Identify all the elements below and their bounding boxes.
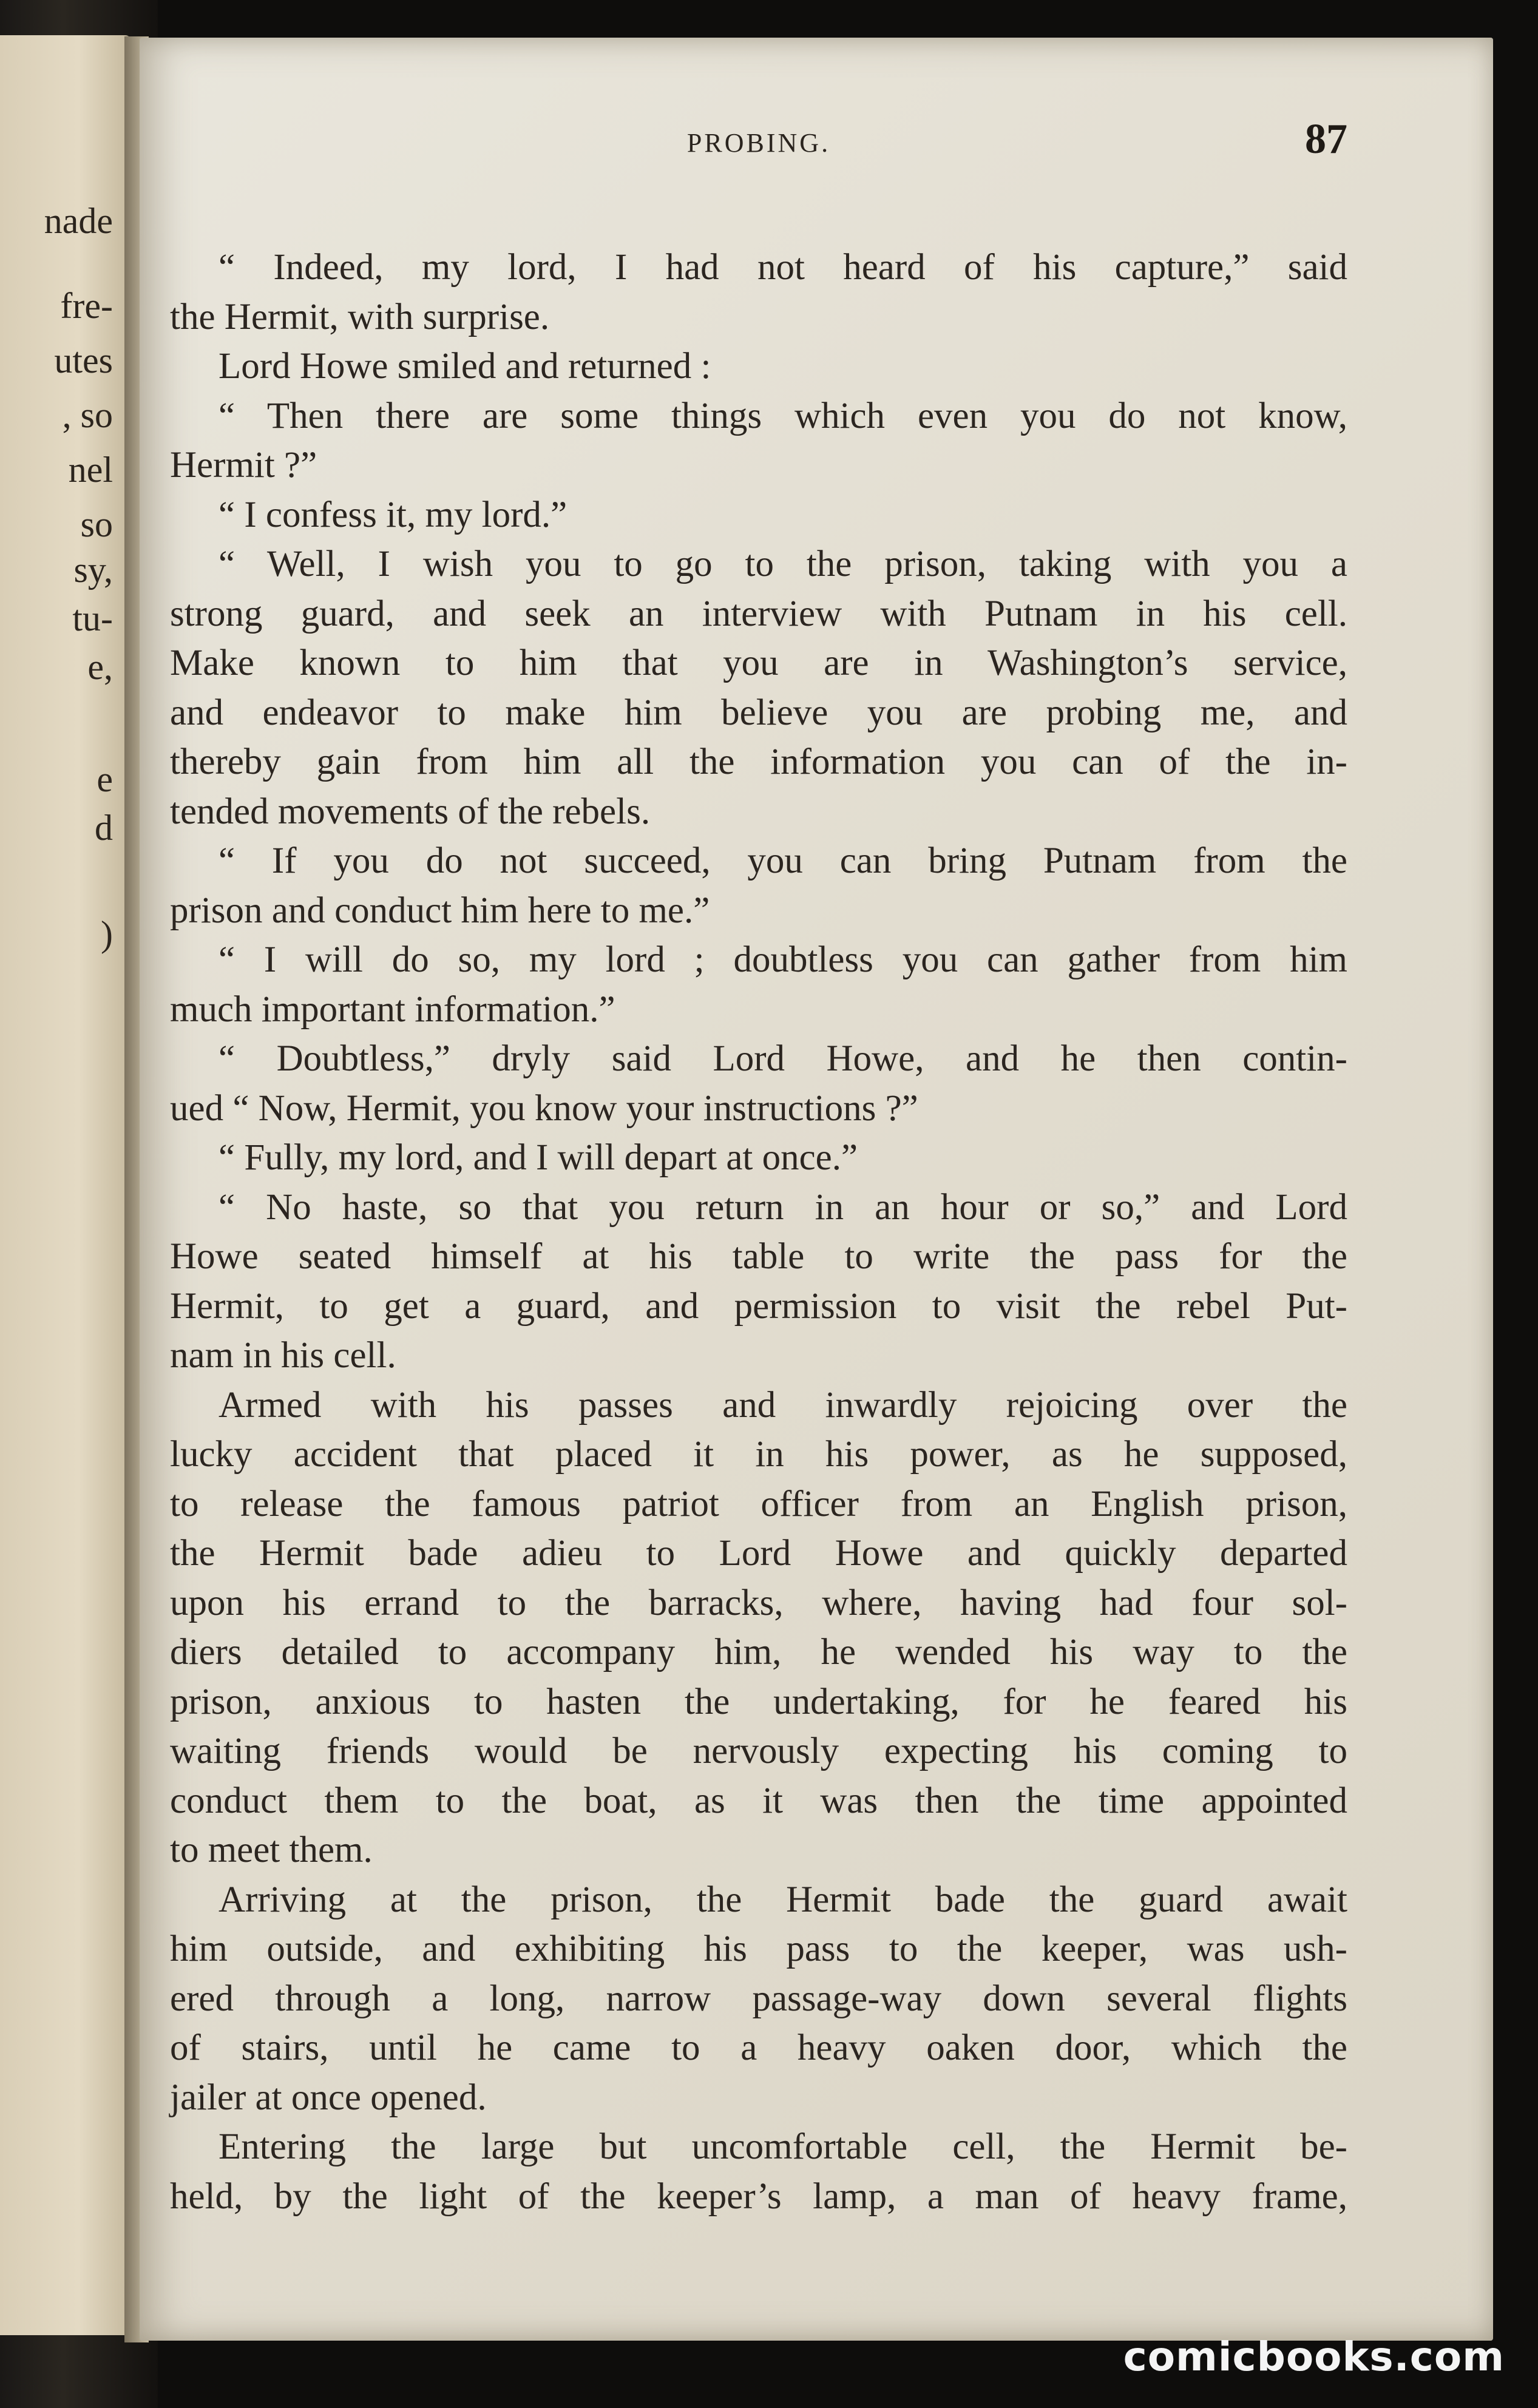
- facing-page-text-fragment: , so: [62, 395, 113, 435]
- text-line: prison, anxious to hasten the undertaking, for he feared his: [170, 1681, 1347, 1722]
- text-line: “ I confess it, my lord.”: [219, 494, 567, 535]
- text-line: “ Doubtless,” dryly said Lord Howe, and he then contin-: [219, 1038, 1347, 1079]
- text-line: “ Indeed, my lord, I had not heard of his capture,” said: [219, 247, 1347, 288]
- facing-page-text-fragment: fre-: [60, 286, 113, 326]
- text-line: Entering the large but uncomfortable cell, the Hermit be-: [219, 2126, 1347, 2167]
- text-line: “ If you do not succeed, you can bring Putnam from the: [219, 840, 1347, 881]
- page-number: 87: [1305, 116, 1347, 163]
- text-line: prison and conduct him here to me.”: [170, 890, 710, 931]
- facing-page-text-fragment: tu-: [72, 598, 113, 638]
- facing-page-text-fragment: ): [101, 914, 113, 954]
- text-line: nam in his cell.: [170, 1335, 396, 1376]
- text-line: “ Then there are some things which even you do not know,: [219, 395, 1347, 436]
- running-head: PROBING.: [686, 128, 831, 158]
- watermark: comicbooks.com: [1123, 2333, 1505, 2380]
- facing-page-text-fragment: nel: [68, 450, 113, 490]
- text-line: held, by the light of the keeper’s lamp, a man of heavy frame,: [170, 2176, 1347, 2217]
- text-line: Lord Howe smiled and returned :: [219, 346, 711, 387]
- facing-page-text-fragment: nade: [44, 201, 113, 241]
- text-line: him outside, and exhibiting his pass to the keeper, was ush-: [170, 1929, 1347, 1969]
- facing-page-text-fragment: e,: [87, 647, 113, 687]
- text-line: Hermit ?”: [170, 445, 317, 485]
- text-line: Make known to him that you are in Washington’s service,: [170, 643, 1347, 683]
- text-line: the Hermit, with surprise.: [170, 296, 550, 337]
- text-line: “ Well, I wish you to go to the prison, taking with you a: [219, 544, 1347, 584]
- facing-page-text-fragment: utes: [54, 340, 113, 380]
- text-line: tended movements of the rebels.: [170, 791, 651, 832]
- facing-page-edge: [0, 35, 130, 2335]
- facing-page-text-fragment: sy,: [73, 550, 113, 590]
- text-line: Armed with his passes and inwardly rejoicing over the: [219, 1384, 1347, 1426]
- text-line: diers detailed to accompany him, he wended his way to the: [170, 1632, 1347, 1672]
- facing-page-text-fragment: e: [97, 759, 113, 799]
- text-line: upon his errand to the barracks, where, having had four sol-: [170, 1582, 1347, 1623]
- text-line: to release the famous patriot officer from an English prison,: [170, 1483, 1347, 1524]
- text-line: ered through a long, narrow passage-way down several flights: [170, 1978, 1347, 2019]
- text-line: Arriving at the prison, the Hermit bade the guard await: [219, 1879, 1347, 1920]
- text-line: lucky accident that placed it in his power, as he supposed,: [170, 1434, 1347, 1475]
- text-line: “ I will do so, my lord ; doubtless you can gather from him: [219, 939, 1347, 980]
- text-line: Howe seated himself at his table to write the pass for the: [170, 1236, 1347, 1277]
- text-line: and endeavor to make him believe you are probing me, and: [170, 692, 1347, 733]
- text-line: waiting friends would be nervously expecting his coming to: [170, 1731, 1347, 1771]
- text-line: strong guard, and seek an interview with Putnam in his cell.: [170, 593, 1347, 634]
- text-line: to meet them.: [170, 1830, 373, 1870]
- text-line: jailer at once opened.: [170, 2077, 487, 2118]
- text-line: much important information.”: [170, 989, 615, 1030]
- text-line: Hermit, to get a guard, and permission to visit the rebel Put-: [170, 1285, 1347, 1327]
- text-line: “ Fully, my lord, and I will depart at once.”: [219, 1137, 858, 1178]
- text-line: of stairs, until he came to a heavy oaken door, which the: [170, 2028, 1347, 2068]
- text-line: ued “ Now, Hermit, you know your instructions ?”: [170, 1087, 918, 1129]
- text-line: conduct them to the boat, as it was then the time appointed: [170, 1780, 1347, 1821]
- text-line: the Hermit bade adieu to Lord Howe and quickly departed: [170, 1533, 1347, 1574]
- page-header: [170, 115, 1347, 182]
- facing-page-text-fragment: d: [95, 808, 113, 848]
- text-line: “ No haste, so that you return in an hour or so,” and Lord: [219, 1186, 1347, 1228]
- text-line: thereby gain from him all the information you can of the in-: [170, 742, 1347, 782]
- facing-page-text-fragment: so: [80, 504, 113, 544]
- body-text: [170, 243, 1347, 2221]
